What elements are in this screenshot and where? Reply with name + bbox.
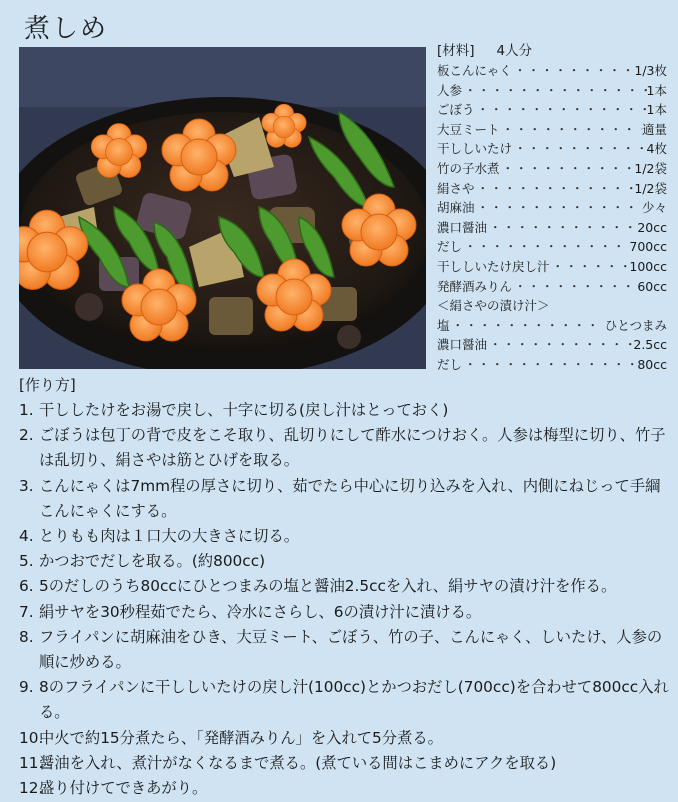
leader-dots	[512, 277, 637, 297]
leader-dots	[475, 198, 642, 218]
ingredient-row	[437, 159, 667, 179]
step-text: とりもも肉は１口大の大きさに切る。	[39, 527, 300, 546]
method-step	[19, 776, 669, 801]
ingredient-name: 干ししいたけ戻し汁	[437, 258, 550, 274]
ingredient-name: 人参	[437, 82, 463, 98]
ingredient-quantity: 1本	[646, 82, 667, 98]
leader-dots	[450, 316, 605, 336]
step-number: 12.	[19, 779, 44, 798]
ingredients-panel	[437, 42, 667, 375]
ingredient-name: 塩	[437, 317, 450, 333]
method-step	[19, 423, 669, 473]
ingredient-row	[437, 335, 667, 355]
ingredient-row	[437, 237, 667, 257]
ingredient-quantity: 1/2袋	[634, 160, 667, 176]
method-step	[19, 524, 669, 549]
method-heading: [作り方]	[19, 376, 76, 394]
ingredient-quantity: 1本	[646, 102, 667, 118]
servings: 4人分	[496, 43, 533, 59]
leader-dots	[475, 179, 635, 199]
method-step	[19, 675, 669, 725]
method-step	[19, 600, 669, 625]
ingredient-quantity: 1/2袋	[634, 180, 667, 196]
ingredients-heading: [材料]	[437, 43, 475, 59]
ingredient-name: 絹さや	[437, 180, 475, 196]
ingredient-row	[437, 218, 667, 238]
method-steps	[19, 398, 669, 801]
ingredient-row	[437, 139, 667, 159]
leader-dots	[462, 237, 629, 257]
ingredient-name: だし	[437, 356, 463, 372]
step-text: こんにゃくは7mm程の厚さに切り、茹でたら中心に切り込みを入れ、内側にねじって手綱こんにゃくにする。	[39, 476, 661, 520]
step-number: 1.	[19, 401, 34, 419]
ingredient-row	[437, 316, 667, 336]
step-text: 醤油を入れ、煮汁がなくなるまで煮る。(煮ている間はこまめにアクを取る)	[39, 753, 557, 772]
ingredient-name: 板こんにゃく	[437, 63, 512, 78]
step-number: 8.	[19, 627, 34, 646]
leader-dots	[512, 61, 635, 81]
step-text: フライパンに胡麻油をひき、大豆ミート、ごぼう、竹の子、こんにゃく、しいたけ、人参の順に炒める。	[39, 627, 663, 672]
step-number: 11.	[19, 753, 44, 772]
leader-dots	[487, 335, 633, 355]
ingredient-name: 発酵酒みりん	[437, 278, 513, 294]
ingredient-row	[437, 355, 667, 375]
step-text: かつおでだしを取る。(約800cc)	[39, 552, 266, 571]
step-number: 4.	[19, 527, 34, 546]
ingredient-name: 大豆ミート	[437, 121, 500, 137]
step-text: 5のだしのうち80ccにひとつまみの塩と醤油2.5ccを入れ、絹サヤの漬け汁を作る。	[39, 577, 617, 596]
step-text: 中火で約15分煮たら、「発酵酒みりん」を入れて5分煮る。	[39, 728, 443, 747]
ingredient-quantity: 60cc	[637, 278, 667, 294]
method-step	[19, 751, 669, 776]
leader-dots	[487, 218, 637, 238]
recipe-title: 煮しめ	[24, 14, 109, 44]
ingredient-quantity: 100cc	[629, 258, 667, 274]
leader-dots	[475, 100, 647, 120]
ingredient-name: だし	[437, 239, 463, 255]
step-text: 8のフライパンに干ししいたけの戻し汁(100cc)とかつおだし(700cc)を合わせて800cc入れる。	[39, 678, 669, 722]
dish-photo	[19, 47, 426, 369]
leader-dots	[462, 355, 637, 375]
ingredient-row	[437, 120, 667, 140]
step-number: 9.	[19, 678, 34, 697]
ingredient-quantity: 80cc	[637, 356, 667, 372]
nishime-illustration	[19, 47, 426, 369]
step-text: 干ししたけをお湯で戻し、十字に切る(戻し汁はとっておく)	[39, 401, 449, 419]
ingredient-row	[437, 277, 667, 297]
ingredient-quantity: 700cc	[629, 239, 667, 255]
ingredient-row	[437, 179, 667, 199]
ingredient-quantity: ひとつまみ	[604, 317, 667, 333]
step-number: 7.	[19, 602, 34, 621]
method-step	[19, 398, 669, 423]
ingredient-quantity: 20cc	[637, 219, 667, 235]
step-number: 2.	[19, 426, 34, 445]
ingredient-name: ごぼう	[437, 102, 475, 118]
step-number: 6.	[19, 577, 34, 596]
step-text: ごぼうは包丁の背で皮をこそ取り、乱切りにして酢水につけおく。人参は梅型に切り、竹子は乱切り、絹さやは筋とひげを取る。	[39, 426, 666, 470]
ingredient-quantity: 少々	[641, 200, 667, 216]
method-step	[19, 625, 669, 675]
leader-dots	[512, 139, 647, 159]
leader-dots	[500, 159, 635, 179]
ingredients-header	[437, 42, 667, 61]
step-text: 盛り付けてできあがり。	[39, 779, 208, 798]
ingredient-name: 濃口醤油	[437, 337, 488, 353]
marinade-ingredient-list	[437, 316, 667, 375]
ingredient-name: 濃口醤油	[437, 219, 488, 235]
method-step	[19, 726, 669, 751]
ingredient-quantity: 1/3枚	[634, 63, 667, 78]
leader-dots	[500, 120, 642, 140]
ingredient-name: 胡麻油	[437, 200, 475, 216]
ingredient-row	[437, 198, 667, 218]
ingredient-row	[437, 257, 667, 277]
ingredient-row	[437, 100, 667, 120]
method-step	[19, 549, 669, 574]
ingredient-name: 竹の子水煮	[437, 160, 500, 176]
ingredient-name: 干ししいたけ	[437, 141, 513, 157]
leader-dots	[462, 81, 647, 101]
ingredient-list	[437, 61, 667, 296]
method-step	[19, 474, 669, 524]
ingredient-quantity: 適量	[641, 121, 667, 137]
ingredient-row	[437, 61, 667, 81]
ingredient-row	[437, 81, 667, 101]
leader-dots	[550, 257, 630, 277]
step-number: 3.	[19, 476, 34, 495]
step-number: 5.	[19, 552, 34, 571]
ingredient-quantity: 2.5cc	[633, 337, 667, 353]
step-text: 絹サヤを30秒程茹でたら、冷水にさらし、6の漬け汁に漬ける。	[39, 602, 482, 621]
ingredient-quantity: 4枚	[646, 141, 667, 157]
marinade-heading: ＜絹さやの漬け汁＞	[437, 298, 550, 314]
step-number: 10.	[19, 728, 44, 747]
method-step	[19, 574, 669, 599]
